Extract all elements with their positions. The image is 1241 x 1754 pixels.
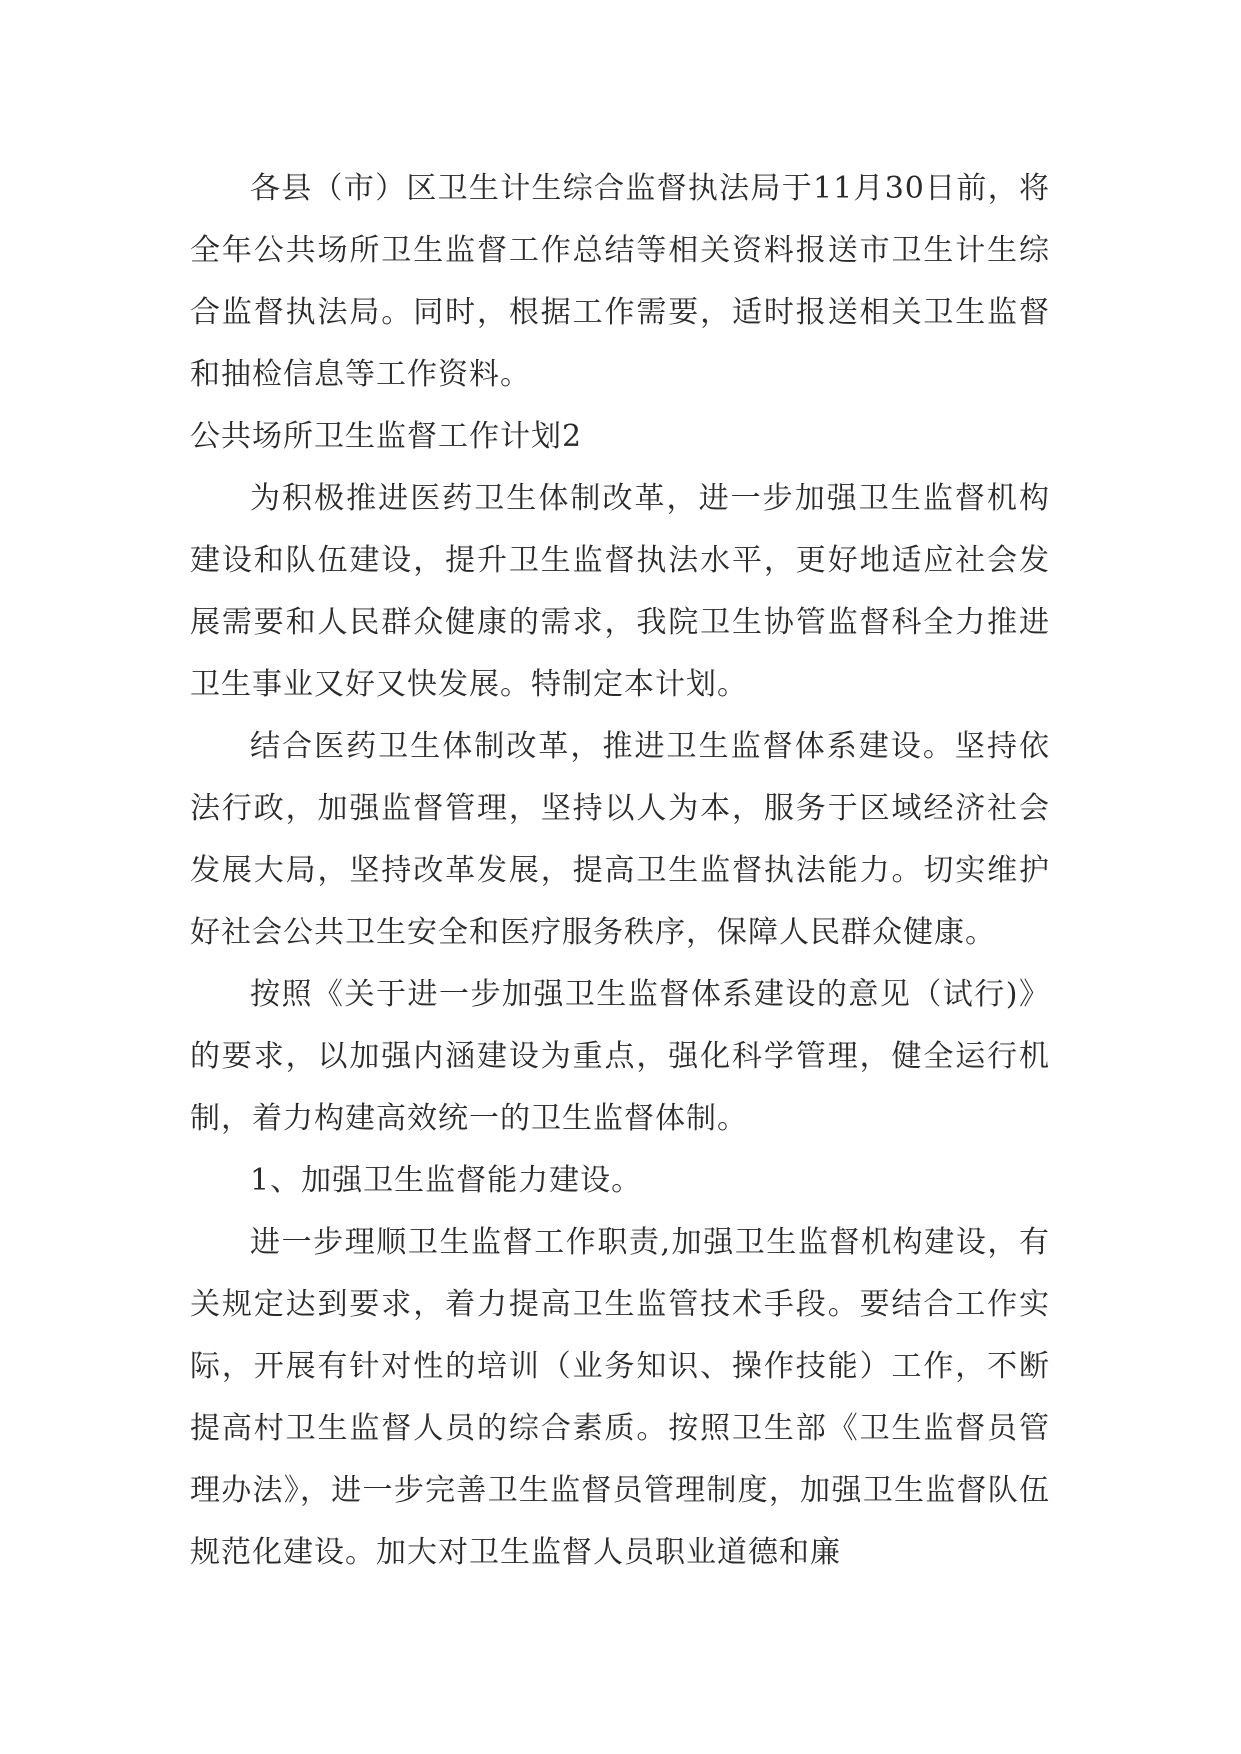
paragraph-capacity-details: 进一步理顺卫生监督工作职责,加强卫生监督机构建设，有关规定达到要求，着力提高卫生监管技术手段。要结合工作实际，开展有针对性的培训（业务知识、操作技能）工作，不断提高村卫生监督人员的综合素质。按照卫生部《卫生监督员管理办法》，进一步完善卫生监督员管理制度，加强卫生监督队伍规范化建设。加大对卫生监督人员职业道德和廉 [190, 1225, 1050, 1570]
paragraph-guiding-principles: 结合医药卫生体制改革，推进卫生监督体系建设。坚持依法行政，加强监督管理，坚持以人为本，服务于区域经济社会发展大局，坚持改革发展，提高卫生监督执法能力。切实维护好社会公共卫生安全和医疗服务秩序，保障人民群众健康。 [190, 729, 1050, 950]
section-heading-plan-2: 公共场所卫生监督工作计划2 [190, 419, 583, 454]
paragraph-submission-deadline: 各县（市）区卫生计生综合监督执法局于11月30日前，将全年公共场所卫生监督工作总结等相关资料报送市卫生计生综合监督执法局。同时，根据工作需要，适时报送相关卫生监督和抽检信息等工作资料。 [190, 171, 1050, 392]
document-body [190, 158, 1050, 1584]
paragraph-plan-purpose: 为积极推进医药卫生体制改革，进一步加强卫生监督机构建设和队伍建设，提升卫生监督执法水平，更好地适应社会发展需要和人民群众健康的需求，我院卫生协管监督科全力推进卫生事业又好又快发展。特制定本计划。 [190, 481, 1050, 702]
list-item-capacity-building: 1、加强卫生监督能力建设。 [250, 1163, 643, 1198]
paragraph-objectives: 按照《关于进一步加强卫生监督体系建设的意见（试行)》的要求，以加强内涵建设为重点，强化科学管理，健全运行机制，着力构建高效统一的卫生监督体制。 [190, 977, 1050, 1136]
